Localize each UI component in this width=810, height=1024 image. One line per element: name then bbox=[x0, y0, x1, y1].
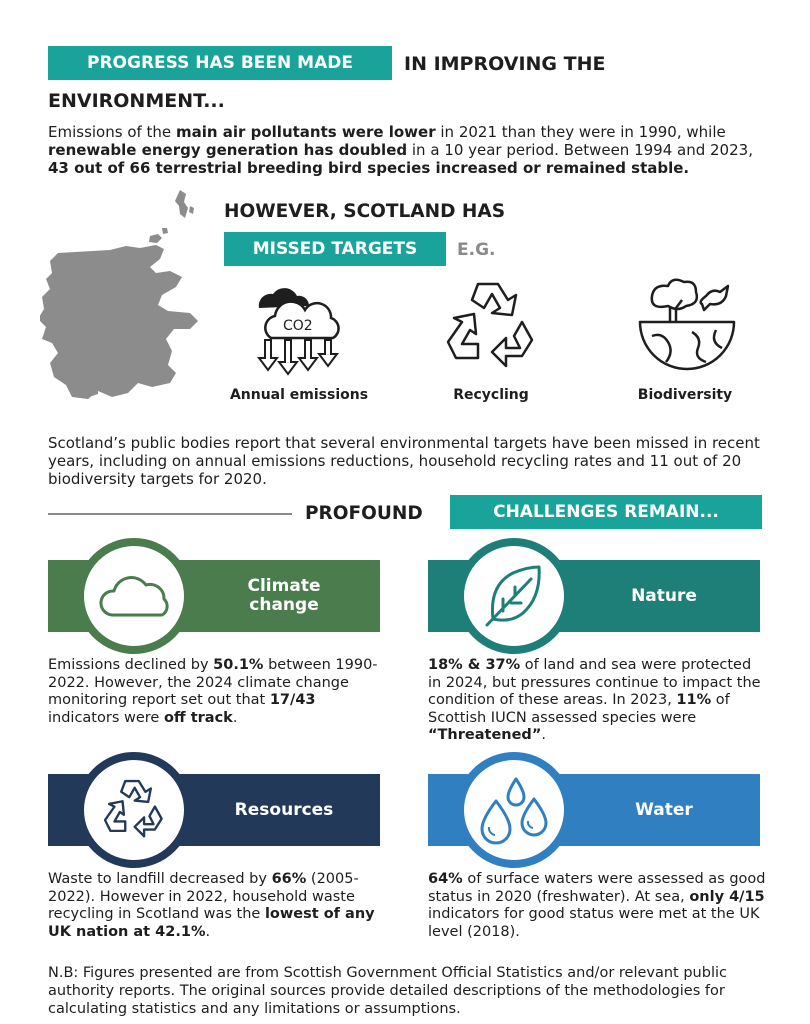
biodiversity-globe-icon bbox=[632, 276, 742, 376]
leaf-icon bbox=[481, 563, 547, 629]
intro-text-1: Emissions of the bbox=[48, 123, 176, 141]
water-text bbox=[428, 871, 768, 941]
nature-t3: . bbox=[541, 727, 546, 743]
header-rest-line2: ENVIRONMENT... bbox=[48, 90, 225, 112]
water-title: Water bbox=[635, 799, 693, 820]
nature-title: Nature bbox=[631, 585, 697, 606]
intro-bold-2: renewable energy generation has doubled bbox=[48, 141, 408, 159]
climate-t4: . bbox=[232, 709, 238, 726]
water-b1: 64% bbox=[428, 871, 463, 887]
nature-b1: 18% & 37% bbox=[428, 657, 521, 673]
nature-circle bbox=[456, 538, 572, 654]
intro-text-2: in 2021 than they were in 1990, while bbox=[435, 123, 726, 141]
intro-text-3: in a 10 year period. Between 1994 and 2023, bbox=[407, 141, 753, 159]
intro-bold-3: 43 out of 66 terrestrial breeding bird species increased or remained stable. bbox=[48, 159, 690, 177]
resources-b2: lowest of any UK nation at 42.1% bbox=[48, 906, 375, 940]
climate-title-1: Climate bbox=[247, 576, 321, 596]
water-b2: only 4/15 bbox=[689, 888, 765, 905]
recycle-arrows-icon bbox=[98, 777, 170, 843]
climate-t1: Emissions declined by bbox=[48, 657, 214, 673]
intro-bold-1: main air pollutants were lower bbox=[175, 123, 436, 141]
recycling-icon bbox=[438, 278, 544, 376]
eg-label: E.G. bbox=[457, 240, 496, 260]
resources-t2: (2005-2022). However in 2022, household waste recycling in Scotland was the bbox=[48, 871, 359, 922]
nature-b2: 11% bbox=[676, 692, 712, 708]
resources-text bbox=[48, 871, 378, 941]
cloud-icon bbox=[98, 571, 170, 621]
public-bodies-paragraph: Scotland’s public bodies report that several environmental targets have been missed in recent years, including on annual emissions reductions, household recycling rates and 11 out of 20 biodiversity targets for 2020. bbox=[48, 434, 760, 488]
water-t1: of surface waters were assessed as good status in 2020 (freshwater). At sea, bbox=[428, 871, 766, 905]
annual-emissions-label: Annual emissions bbox=[229, 387, 369, 403]
climate-t2: between 1990-2022. However, the 2024 climate change monitoring report set out that bbox=[48, 657, 378, 708]
climate-b2: 17/43 bbox=[269, 692, 316, 708]
progress-highlight-text: PROGRESS HAS BEEN MADE bbox=[87, 53, 353, 73]
water-t2: indicators for good status were met at the UK level (2018). bbox=[428, 906, 760, 940]
climate-t3: indicators were bbox=[48, 709, 164, 726]
climate-title bbox=[248, 577, 321, 615]
climate-circle bbox=[76, 538, 192, 654]
nature-t1: of land and sea were protected in 2024, but pressures continue to impact the condition of these areas. In 2023, bbox=[428, 657, 761, 708]
climate-text bbox=[48, 657, 378, 727]
nature-text bbox=[428, 657, 768, 745]
resources-t1: Waste to landfill decreased by bbox=[48, 871, 272, 887]
missed-targets-highlight bbox=[224, 232, 446, 266]
climate-b1: 50.1% bbox=[213, 657, 264, 673]
scotland-map-icon bbox=[40, 188, 215, 423]
header-rest-line1: IN IMPROVING THE bbox=[404, 53, 606, 75]
nature-t2: of Scottish IUCN assessed species were bbox=[428, 692, 730, 726]
resources-t3: . bbox=[205, 923, 211, 940]
water-circle bbox=[456, 752, 572, 868]
co2-cloud-icon bbox=[245, 278, 355, 378]
recycling-label: Recycling bbox=[453, 387, 529, 403]
nature-b3: “Threatened” bbox=[428, 727, 542, 743]
water-drops-icon bbox=[476, 775, 552, 845]
section-divider bbox=[48, 513, 292, 515]
missed-targets-text: MISSED TARGETS bbox=[252, 239, 418, 259]
biodiversity-label: Biodiversity bbox=[637, 387, 733, 403]
intro-paragraph bbox=[48, 123, 768, 177]
resources-circle bbox=[76, 752, 192, 868]
climate-b3: off track bbox=[163, 709, 233, 726]
resources-b1: 66% bbox=[271, 871, 307, 887]
climate-title-2: change bbox=[249, 595, 319, 615]
challenges-highlight bbox=[450, 495, 762, 529]
challenges-text: CHALLENGES REMAIN... bbox=[493, 502, 719, 522]
progress-highlight bbox=[48, 46, 392, 80]
co2-text: CO2 bbox=[283, 318, 313, 334]
however-line: HOWEVER, SCOTLAND HAS bbox=[224, 201, 506, 222]
profound-word: PROFOUND bbox=[305, 503, 423, 524]
resources-title: Resources bbox=[234, 799, 334, 820]
footnote: N.B: Figures presented are from Scottish Government Official Statistics and/or relevant public authority reports. The original sources provide detailed descriptions of the methodologies for calculating statistics and any limitations or assumptions. bbox=[48, 965, 727, 1017]
